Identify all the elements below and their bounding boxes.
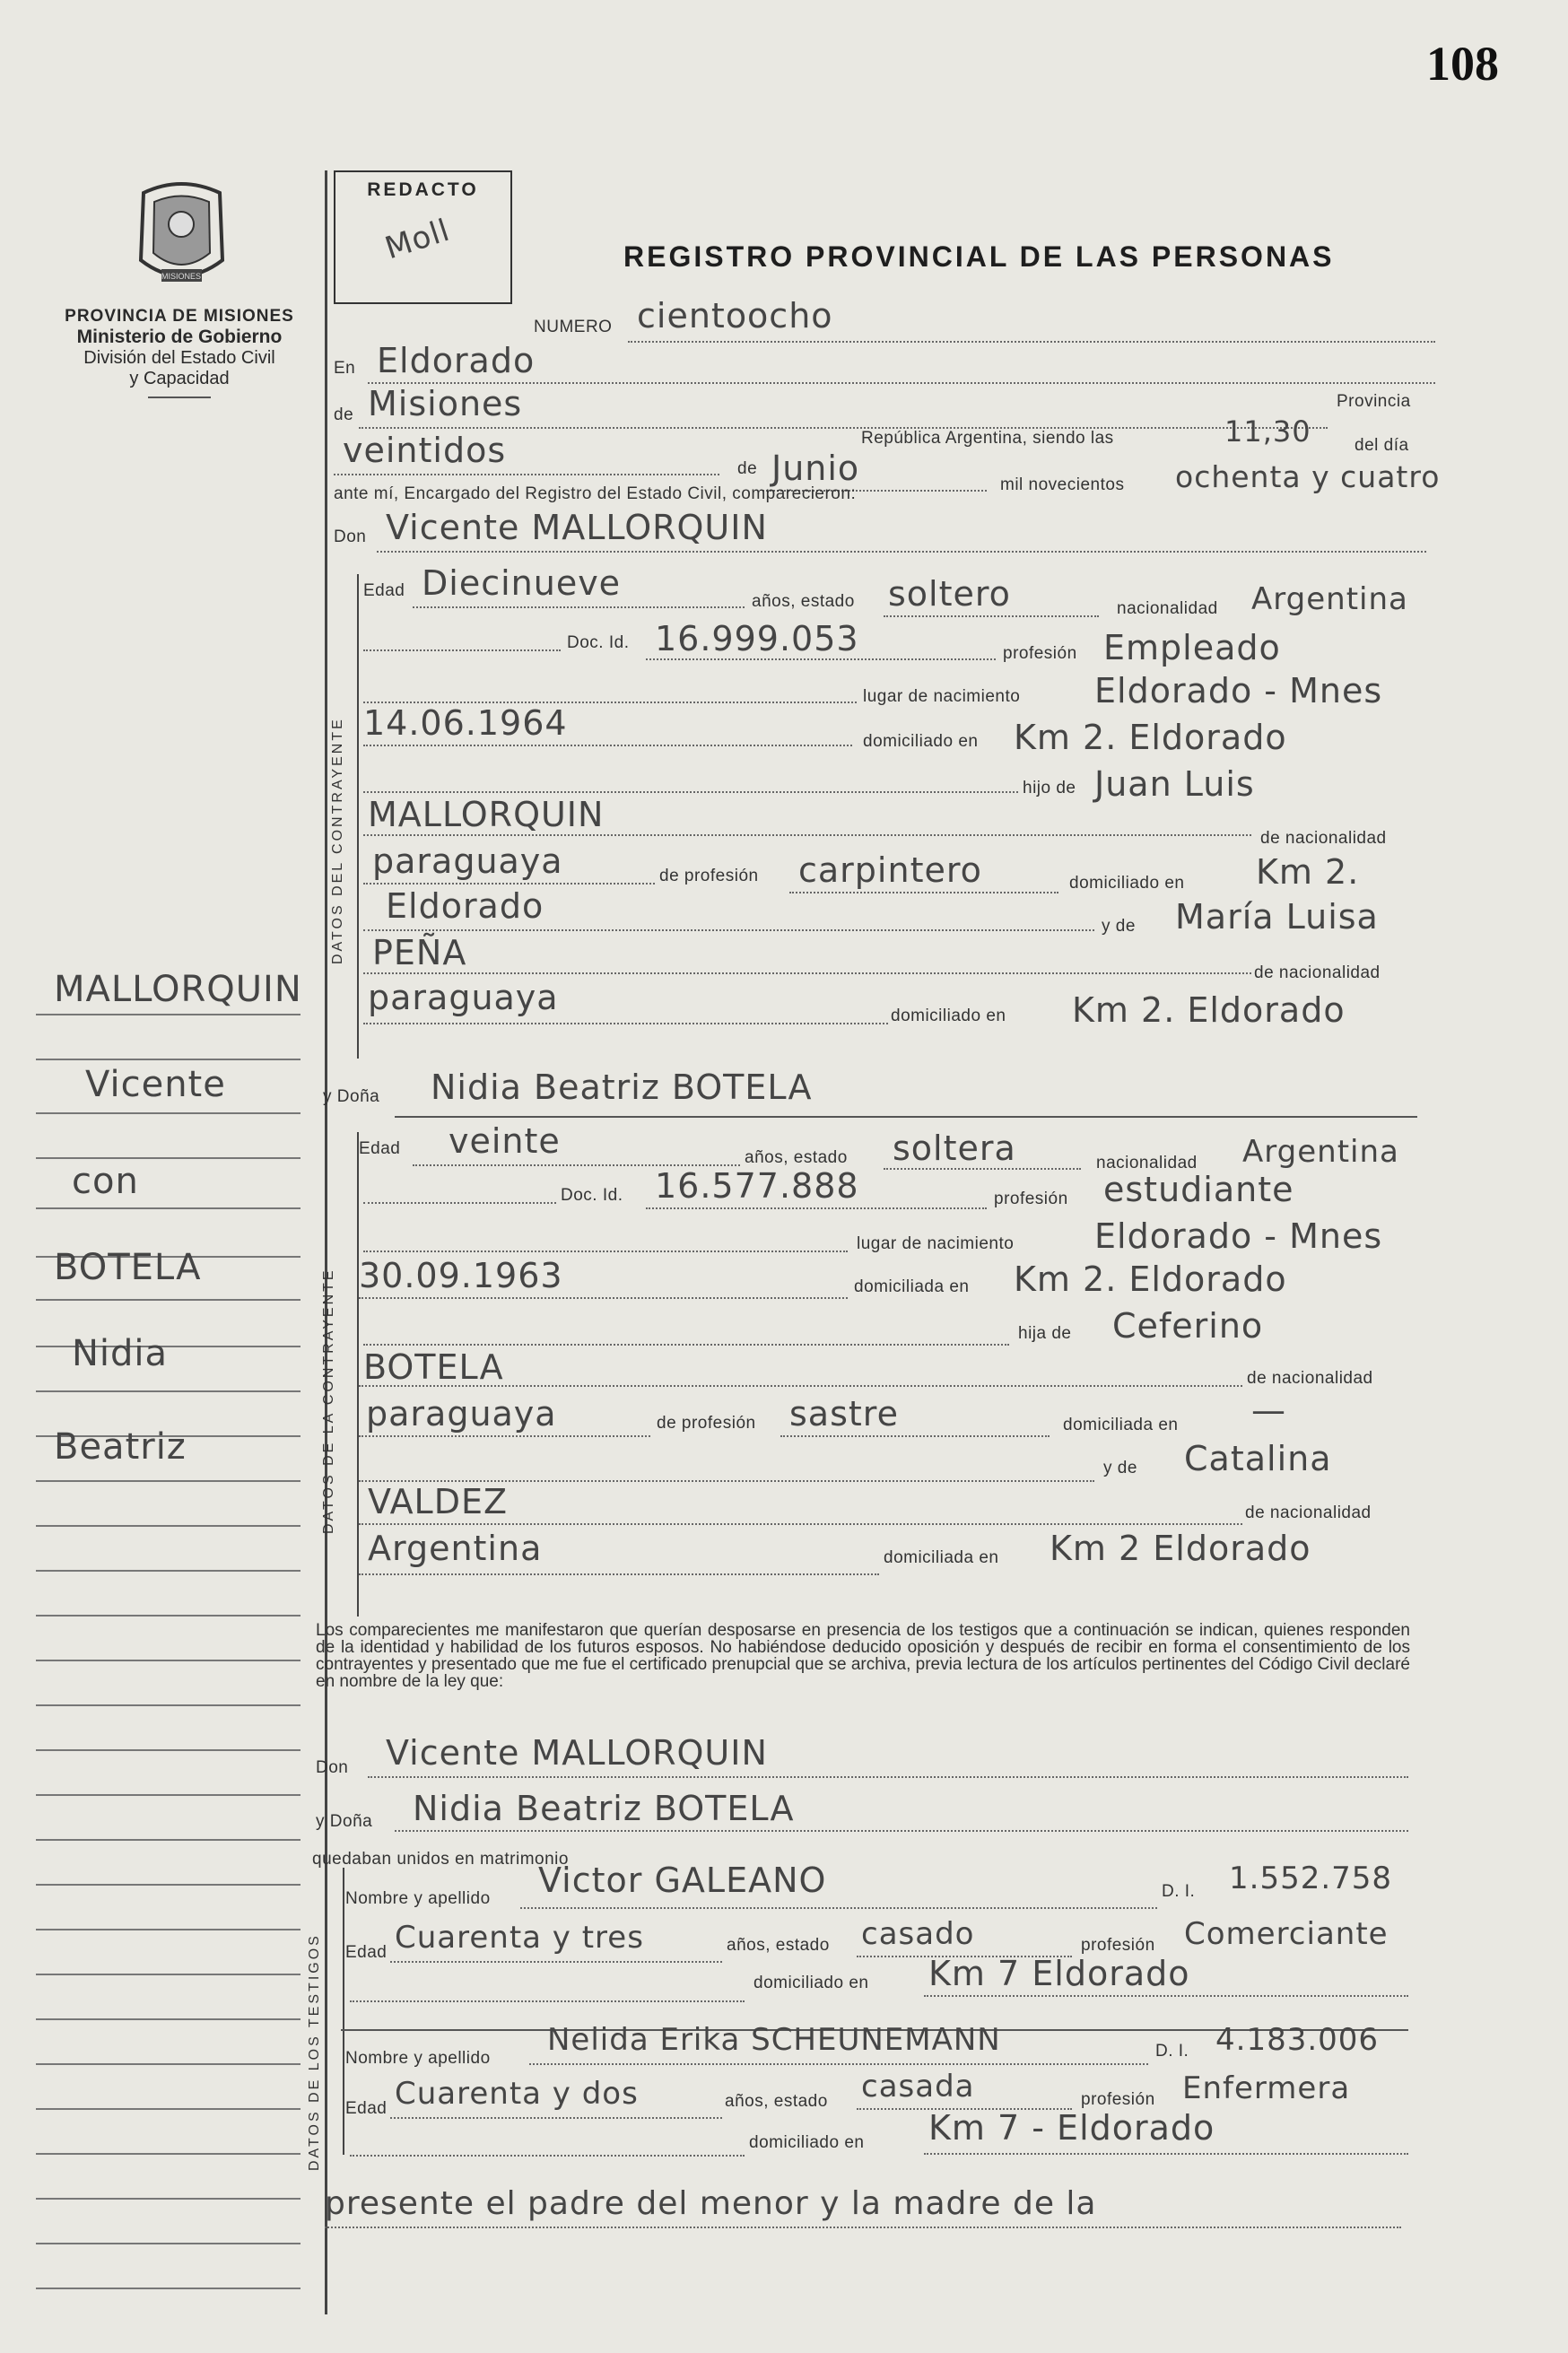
dia-value: veintidos: [343, 431, 507, 470]
bride-y-de-label: y de: [1103, 1459, 1137, 1477]
w2-dom-label: domiciliado en: [749, 2133, 865, 2152]
bride-edad: veinte: [449, 1121, 561, 1161]
w2-prof: Enfermera: [1182, 2070, 1351, 2106]
groom-madre: María Luisa: [1175, 897, 1379, 937]
bride-padre-prof: sastre: [789, 1394, 899, 1434]
groom-padre-nac-label: de nacionalidad: [1260, 829, 1387, 848]
bride-prof: estudiante: [1103, 1170, 1294, 1209]
w2-edad-label: Edad: [345, 2099, 388, 2118]
bride-padre-dom-label: domiciliada en: [1063, 1416, 1179, 1434]
union-don: Vicente MALLORQUIN: [386, 1733, 768, 1773]
bride-dom: Km 2. Eldorado: [1014, 1259, 1287, 1299]
margin-name-2: Vicente: [85, 1064, 226, 1105]
w2-prof-label: profesión: [1081, 2090, 1155, 2109]
bride-madre-nac: Argentina: [368, 1529, 543, 1568]
w1-di: 1.552.758: [1229, 1861, 1393, 1896]
groom-edad-label: Edad: [363, 581, 405, 600]
w1-prof: Comerciante: [1184, 1916, 1389, 1952]
w1-estado-label: años, estado: [727, 1936, 830, 1955]
groom-padre-dom2: Eldorado: [386, 886, 544, 926]
groom-name: Vicente MALLORQUIN: [386, 508, 768, 547]
groom-doc-label: Doc. Id.: [567, 633, 630, 652]
en-value: Eldorado: [377, 341, 536, 380]
w1-edad-label: Edad: [345, 1943, 388, 1962]
margin-name-3: con: [72, 1161, 139, 1202]
groom-lugar-label: lugar de nacimiento: [863, 687, 1021, 706]
groom-padre: Juan Luis: [1094, 764, 1255, 804]
bride-hija-label: hija de: [1018, 1324, 1072, 1343]
provincia-label: Provincia: [1337, 392, 1411, 411]
w1-dom-label: domiciliado en: [754, 1974, 869, 1992]
groom-dom-label: domiciliado en: [863, 732, 979, 751]
side-label-witnesses: DATOS DE LOS TESTIGOS: [307, 1933, 322, 2171]
quedaban-label: quedaban unidos en matrimonio: [312, 1850, 569, 1869]
margin-name-4: BOTELA: [54, 1247, 202, 1288]
bride-padre-dom: —: [1251, 1390, 1286, 1430]
bride-madre-apellido: VALDEZ: [368, 1482, 509, 1521]
hora-value: 11,30: [1224, 414, 1311, 449]
groom-madre-nac-label: de nacionalidad: [1254, 963, 1381, 982]
groom-madre-nac: paraguaya: [368, 978, 559, 1017]
margin-name-1: MALLORQUIN: [54, 969, 302, 1010]
side-label-groom: DATOS DEL CONTRAYENTE: [330, 717, 345, 964]
w2-estado: casada: [861, 2069, 975, 2105]
del-dia-label: del día: [1355, 436, 1409, 455]
bride-madre: Catalina: [1184, 1439, 1332, 1478]
w2-di: 4.183.006: [1215, 2022, 1380, 2058]
groom-y-de-label: y de: [1102, 917, 1136, 936]
provincial-seal: [126, 170, 238, 292]
groom-estado-label: años, estado: [752, 592, 855, 611]
union-don-label: Don: [316, 1758, 349, 1777]
groom-padre-apellido: MALLORQUIN: [368, 795, 605, 834]
seal-text: MISIONES: [161, 272, 202, 281]
side-label-bride: DATOS DE LA CONTRAYENTE: [321, 1268, 336, 1534]
redacto-box: [334, 170, 512, 304]
bride-estado: soltera: [893, 1129, 1016, 1168]
de-label: de: [334, 405, 354, 424]
capacity-line: y Capacidad: [129, 369, 230, 388]
bride-nac: Argentina: [1242, 1134, 1399, 1170]
mil-label: mil novecientos: [1000, 475, 1125, 494]
redacto-label: REDACTO: [367, 179, 479, 200]
groom-padre-nac: paraguaya: [372, 841, 563, 881]
bride-madre-dom: Km 2 Eldorado: [1050, 1529, 1311, 1568]
bride-lugar-label: lugar de nacimiento: [857, 1234, 1015, 1253]
groom-padre-prof: carpintero: [798, 850, 982, 890]
bride-padre-prof-label: de profesión: [657, 1414, 756, 1433]
bride-padre-apellido: BOTELA: [363, 1347, 504, 1387]
w2-edad: Cuarenta y dos: [395, 2076, 639, 2112]
groom-fecha-nac: 14.06.1964: [363, 703, 568, 743]
bride-padre: Ceferino: [1112, 1306, 1264, 1346]
ministry-line: Ministerio de Gobierno: [76, 327, 283, 347]
w1-dom: Km 7 Eldorado: [928, 1954, 1190, 1993]
groom-hijo-label: hijo de: [1023, 779, 1076, 797]
groom-prof: Empleado: [1103, 628, 1281, 667]
groom-padre-dom: Km 2.: [1256, 852, 1360, 892]
groom-prof-label: profesión: [1003, 644, 1077, 663]
mes-value: Junio: [771, 449, 860, 488]
republica-label: República Argentina, siendo las: [861, 429, 1114, 448]
margin-name-5: Nidia: [72, 1333, 169, 1374]
bride-fecha-nac: 30.09.1963: [359, 1256, 563, 1295]
bride-doc-label: Doc. Id.: [561, 1186, 623, 1205]
footer-note: presente el padre del menor y la madre de la: [325, 2185, 1097, 2222]
groom-madre-apellido: PEÑA: [372, 933, 467, 972]
bride-nac-label: nacionalidad: [1096, 1154, 1198, 1172]
bride-name: Nidia Beatriz BOTELA: [431, 1068, 813, 1107]
bride-prof-label: profesión: [994, 1190, 1068, 1208]
bride-padre-nac-label: de nacionalidad: [1247, 1369, 1373, 1388]
province-header: [36, 307, 323, 398]
groom-padre-dom-label: domiciliado en: [1069, 874, 1185, 893]
bride-dom-label: domiciliada en: [854, 1277, 970, 1296]
w2-dom: Km 7 - Eldorado: [928, 2108, 1215, 2148]
declaration-text: Los comparecientes me manifestaron que querían desposarse en presencia de los testigos que a continuación se indican, quienes responden de la identidad y habilidad de los futuros esposos. No habiéndose deducido oposición y después de recibir en forma el consentimiento de los contrayentes y presentado que me fue el certificado prenupcial que se archiva, previa lectura de los artículos pertinentes del Código Civil declaré en nombre de la ley que:: [316, 1621, 1410, 1691]
bride-lugar: Eldorado - Mnes: [1094, 1216, 1383, 1256]
numero-label: NUMERO: [534, 318, 613, 336]
w1-prof-label: profesión: [1081, 1936, 1155, 1955]
division-line: División del Estado Civil: [83, 348, 275, 368]
groom-estado: soltero: [888, 574, 1011, 614]
groom-madre-dom: Km 2. Eldorado: [1072, 990, 1346, 1030]
bride-padre-nac: paraguaya: [366, 1394, 557, 1434]
bride-madre-dom-label: domiciliada en: [884, 1548, 999, 1567]
redacto-initials: Moll: [380, 212, 455, 267]
groom-nac: Argentina: [1251, 581, 1408, 617]
don-label: Don: [334, 527, 367, 546]
ante-label: ante mí, Encargado del Registro del Estado Civil, comparecieron:: [334, 484, 857, 503]
bride-madre-nac-label: de nacionalidad: [1245, 1503, 1372, 1522]
main-border: [325, 170, 327, 2314]
w2-nombre: Nelida Erika SCHEUNEMANN: [547, 2022, 1001, 2058]
anio-value: ochenta y cuatro: [1175, 459, 1441, 494]
w1-nombre: Victor GALEANO: [538, 1861, 827, 1900]
groom-madre-dom-label: domiciliado en: [891, 1007, 1006, 1025]
de2-label: de: [737, 459, 758, 478]
groom-lugar: Eldorado - Mnes: [1094, 671, 1383, 710]
union-dona-label: y Doña: [316, 1812, 373, 1831]
union-dona: Nidia Beatriz BOTELA: [413, 1789, 795, 1828]
w2-di-label: D. I.: [1155, 2042, 1189, 2061]
y-dona-label: y Doña: [323, 1087, 380, 1106]
numero-value: cientoocho: [637, 296, 833, 336]
groom-doc: 16.999.053: [655, 619, 859, 658]
province-line: PROVINCIA DE MISIONES: [65, 307, 294, 326]
w1-di-label: D. I.: [1162, 1882, 1196, 1901]
w1-estado: casado: [861, 1916, 975, 1952]
page-number: 108: [1426, 37, 1499, 91]
groom-nac-label: nacionalidad: [1117, 599, 1218, 618]
w1-edad: Cuarenta y tres: [395, 1920, 644, 1956]
groom-dom: Km 2. Eldorado: [1014, 718, 1287, 757]
groom-edad: Diecinueve: [422, 563, 622, 603]
bride-estado-label: años, estado: [745, 1148, 848, 1167]
bride-doc: 16.577.888: [655, 1166, 859, 1206]
w2-nombre-label: Nombre y apellido: [345, 2049, 491, 2068]
groom-padre-prof-label: de profesión: [659, 867, 759, 885]
w1-nombre-label: Nombre y apellido: [345, 1889, 491, 1908]
w2-estado-label: años, estado: [725, 2092, 828, 2111]
de-value: Misiones: [368, 384, 523, 423]
page-title: REGISTRO PROVINCIAL DE LAS PERSONAS: [623, 240, 1335, 273]
en-label: En: [334, 359, 356, 378]
bride-edad-label: Edad: [359, 1139, 401, 1158]
margin-name-6: Beatriz: [54, 1426, 187, 1468]
